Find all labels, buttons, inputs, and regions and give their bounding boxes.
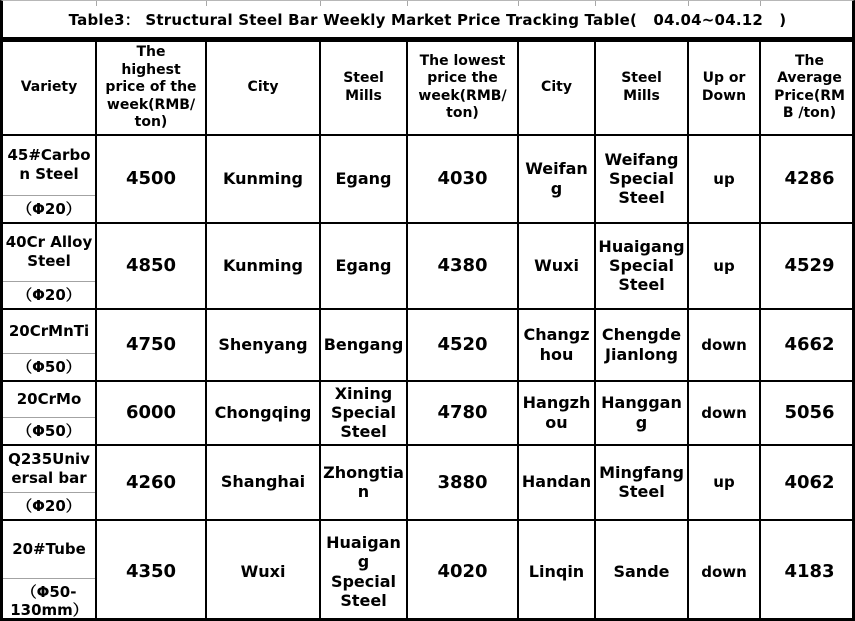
city-high-cell: Kunming bbox=[206, 135, 320, 223]
lowest-price-cell: 4030 bbox=[407, 135, 518, 223]
mill-high-cell: Xining Special Steel bbox=[320, 381, 407, 445]
city-high-cell: Shenyang bbox=[206, 309, 320, 381]
highest-price-cell: 4260 bbox=[96, 445, 206, 520]
column-gridline-tick bbox=[206, 1, 207, 6]
table-title: Table3： Structural Steel Bar Weekly Market Price Tracking Table( 04.04~04.12 ) bbox=[3, 1, 852, 40]
trend-cell: up bbox=[688, 223, 760, 309]
column-gridline-tick bbox=[760, 1, 761, 6]
variety-cell bbox=[3, 309, 96, 381]
lowest-price-cell: 4020 bbox=[407, 520, 518, 621]
column-gridline-tick bbox=[320, 1, 321, 6]
variety-spec: （Φ50） bbox=[17, 357, 81, 376]
trend-cell: down bbox=[688, 381, 760, 445]
average-price-cell: 4286 bbox=[760, 135, 855, 223]
highest-price-cell: 4750 bbox=[96, 309, 206, 381]
variety-cell bbox=[3, 445, 96, 520]
mill-high-cell: Huaigang Special Steel bbox=[320, 520, 407, 621]
column-gridline-tick bbox=[688, 1, 689, 6]
header-city-high: City bbox=[206, 41, 320, 135]
header-highest: The highest price of the week(RMB/ton) bbox=[96, 41, 206, 135]
mill-low-cell: Mingfang Steel bbox=[595, 445, 688, 520]
city-low-cell: Linqin bbox=[518, 520, 595, 621]
column-gridline-tick bbox=[96, 1, 97, 6]
variety-name: 20#Tube bbox=[3, 521, 95, 579]
header-row bbox=[3, 41, 855, 135]
header-trend: Up or Down bbox=[688, 41, 760, 135]
average-price-cell: 5056 bbox=[760, 381, 855, 445]
mill-low-cell: Weifang Special Steel bbox=[595, 135, 688, 223]
column-gridline-tick bbox=[518, 1, 519, 6]
trend-cell: up bbox=[688, 445, 760, 520]
highest-price-cell: 4850 bbox=[96, 223, 206, 309]
variety-name: 20CrMo bbox=[3, 382, 95, 418]
header-variety: Variety bbox=[3, 41, 96, 135]
table-row bbox=[3, 223, 855, 309]
average-price-cell: 4062 bbox=[760, 445, 855, 520]
city-low-cell: Weifang bbox=[518, 135, 595, 223]
table-row bbox=[3, 309, 855, 381]
mill-low-cell: Huaigang Special Steel bbox=[595, 223, 688, 309]
variety-cell bbox=[3, 135, 96, 223]
variety-cell bbox=[3, 381, 96, 445]
average-price-cell: 4529 bbox=[760, 223, 855, 309]
city-high-cell: Wuxi bbox=[206, 520, 320, 621]
trend-cell: down bbox=[688, 309, 760, 381]
variety-spec: （Φ50） bbox=[17, 421, 81, 440]
variety-name: 45#Carbon Steel bbox=[3, 136, 95, 196]
mill-low-cell: Sande bbox=[595, 520, 688, 621]
table-row bbox=[3, 445, 855, 520]
variety-spec: （Φ50-130mm） bbox=[10, 582, 88, 619]
variety-name: Q235Universal bar bbox=[3, 446, 95, 493]
mill-high-cell: Egang bbox=[320, 135, 407, 223]
table-row bbox=[3, 520, 855, 621]
header-average: The Average Price(RMB /ton) bbox=[760, 41, 855, 135]
city-high-cell: Shanghai bbox=[206, 445, 320, 520]
variety-spec: （Φ20） bbox=[17, 496, 81, 515]
mill-high-cell: Bengang bbox=[320, 309, 407, 381]
city-low-cell: Wuxi bbox=[518, 223, 595, 309]
lowest-price-cell: 4380 bbox=[407, 223, 518, 309]
city-low-cell: Hangzhou bbox=[518, 381, 595, 445]
city-low-cell: Handan bbox=[518, 445, 595, 520]
variety-spec: （Φ20） bbox=[17, 285, 81, 304]
city-high-cell: Chongqing bbox=[206, 381, 320, 445]
variety-cell bbox=[3, 520, 96, 621]
header-mill-high: Steel Mills bbox=[320, 41, 407, 135]
lowest-price-cell: 3880 bbox=[407, 445, 518, 520]
column-gridline-tick bbox=[595, 1, 596, 6]
variety-spec: （Φ20） bbox=[17, 199, 81, 218]
trend-cell: up bbox=[688, 135, 760, 223]
table-row bbox=[3, 381, 855, 445]
trend-cell: down bbox=[688, 520, 760, 621]
header-lowest: The lowest price the week(RMB/ton) bbox=[407, 41, 518, 135]
city-high-cell: Kunming bbox=[206, 223, 320, 309]
steel-price-table bbox=[3, 40, 855, 621]
city-low-cell: Changzhou bbox=[518, 309, 595, 381]
header-city-low: City bbox=[518, 41, 595, 135]
mill-high-cell: Egang bbox=[320, 223, 407, 309]
lowest-price-cell: 4520 bbox=[407, 309, 518, 381]
column-gridline-tick bbox=[407, 1, 408, 6]
table-row bbox=[3, 135, 855, 223]
highest-price-cell: 6000 bbox=[96, 381, 206, 445]
variety-name: 40Cr Alloy Steel bbox=[3, 224, 95, 282]
highest-price-cell: 4350 bbox=[96, 520, 206, 621]
highest-price-cell: 4500 bbox=[96, 135, 206, 223]
variety-name: 20CrMnTi bbox=[3, 310, 95, 354]
average-price-cell: 4662 bbox=[760, 309, 855, 381]
average-price-cell: 4183 bbox=[760, 520, 855, 621]
lowest-price-cell: 4780 bbox=[407, 381, 518, 445]
mill-low-cell: Hanggang bbox=[595, 381, 688, 445]
mill-high-cell: Zhongtian bbox=[320, 445, 407, 520]
mill-low-cell: Chengde Jianlong bbox=[595, 309, 688, 381]
header-mill-low: Steel Mills bbox=[595, 41, 688, 135]
variety-cell bbox=[3, 223, 96, 309]
